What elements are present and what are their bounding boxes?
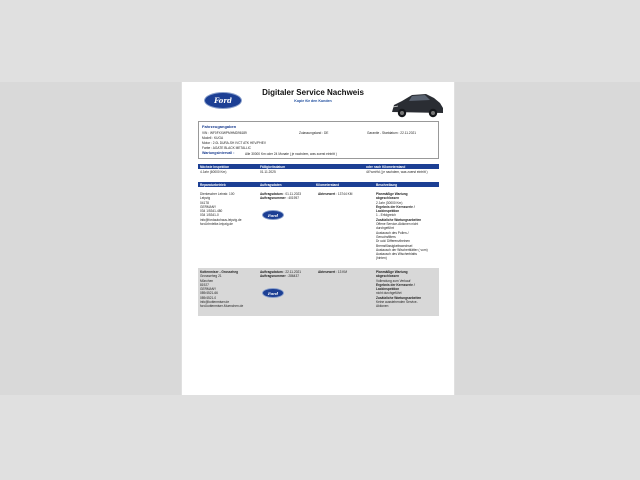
record-1-dealer-line: 034 1/5341-0 bbox=[200, 213, 219, 218]
document-subtitle: Kopie für den Kunden bbox=[294, 99, 332, 103]
interval-label: Wartungsintervall : bbox=[202, 151, 235, 155]
warranty-start: Garantie - Startdatum : 22.11.2021 bbox=[367, 131, 417, 135]
record-2-dealer-line: GERMANY bbox=[200, 287, 217, 292]
record-1-dealer-line: GERMANY bbox=[200, 204, 217, 209]
record-2-mileage: Abtesewert : 13 KM bbox=[318, 270, 348, 274]
record-2-order-date-label: Auftragsdatum bbox=[260, 270, 283, 274]
description-line: Austausch des Wischerblatts bbox=[376, 252, 417, 257]
description-line: (hinten) bbox=[376, 256, 387, 261]
record-1-order-no-label: Auftragsnummer bbox=[260, 196, 286, 201]
record-2-dealer-line: ford.kottenmiser-Muenchen.de bbox=[200, 304, 244, 309]
model: Modell : KUGA bbox=[202, 136, 224, 140]
description-line: Austausch der Wischerblätter ( vorn) bbox=[376, 247, 428, 252]
next-inspection-value-3: 44"wmHd ( je nachdem, was zuerst eintritt ) bbox=[366, 170, 428, 174]
description-line: 2 Jahr (30000 Km) bbox=[376, 200, 403, 205]
record-2-order-date: 22.11.2021 bbox=[285, 270, 302, 274]
description-line: Keine ausstehenden Service- bbox=[376, 300, 418, 305]
record-1-dealer-line: Dierkescher Leinstr. 100 bbox=[200, 192, 235, 196]
record-2-order-no-label: Auftragsnummer bbox=[260, 274, 286, 279]
description-line: abgeschlossen bbox=[376, 274, 400, 279]
description-line: Planmäßige Wartung bbox=[376, 270, 408, 274]
record-1-dealer-line: 04178 bbox=[200, 200, 209, 205]
brand-logo-text: Ford bbox=[214, 96, 232, 105]
next-inspection-header bbox=[198, 164, 439, 169]
next-inspection-col-2: Fälligkeitsdatum bbox=[260, 164, 286, 169]
th-order: Auftragsdaten bbox=[260, 182, 282, 187]
description-line: Ergebnis der Kernsserie / bbox=[376, 282, 415, 287]
description-line: Lackinspektion bbox=[376, 287, 400, 292]
record-1-dealer-line: info@fordautohaus-leipzig.de bbox=[200, 217, 242, 222]
description-line: Bremsflüssigkeitswechsel bbox=[376, 243, 413, 248]
description-line: Zusätzliche Wartungsarbeiten bbox=[376, 295, 422, 300]
color: Farbe : AGATE BLACK METALLIC bbox=[202, 146, 251, 150]
record-2-order: Auftragsdatum : 22.11.2021 Auftragsnummer : 286437 bbox=[260, 270, 302, 279]
record-2-dealer-line: München bbox=[200, 278, 214, 283]
description-line: Planmäßige Wartung bbox=[376, 192, 408, 196]
th-dealer: Reparaturbetrieb bbox=[200, 182, 226, 187]
description-line: abgeschlossen bbox=[376, 196, 400, 201]
ford-oval-icon bbox=[262, 288, 284, 298]
record-2-mileage-label: Abtesewert bbox=[318, 270, 336, 274]
interval-text: Alle 30000 Km oder 24 Monate ( je nachdem, was zuerst eintritt ) bbox=[245, 151, 337, 156]
next-inspection-value-1: 4 Jahr (60000 Km) bbox=[200, 170, 227, 174]
description-line: nicht durchgeführt bbox=[376, 291, 402, 296]
car-image bbox=[388, 90, 446, 120]
description-line: durchgeführt bbox=[376, 226, 394, 231]
motor: Motor : 2.0L DURA-SH IVCT ATK HEV/PHEV bbox=[202, 141, 267, 145]
description-line: Lackinspektion bbox=[376, 209, 400, 214]
document-page bbox=[182, 82, 454, 395]
vehicle-header: Fahrzeugangaben bbox=[202, 124, 237, 129]
record-2-dealer-line: 089/4521-0 bbox=[200, 295, 217, 300]
ford-oval-icon bbox=[204, 92, 242, 109]
record-2-mileage-value: 13 KM bbox=[337, 270, 348, 274]
record-1-dealer-line: Leipzig bbox=[200, 196, 211, 201]
record-2-description bbox=[376, 270, 421, 309]
description-line: Austausch des Pollen-/ bbox=[376, 230, 409, 235]
record-1-description bbox=[376, 192, 428, 261]
vehicle-info-box bbox=[198, 121, 439, 159]
record-1-order-date: 01.11.2023 bbox=[285, 192, 302, 196]
record-1-mileage: Abtesewert : 13744 KM bbox=[318, 192, 353, 196]
vin: VIN : WF0FXXWPMHMD96189 bbox=[202, 131, 247, 135]
description-line: Offene Service-Aktionen nicht bbox=[376, 222, 419, 227]
record-1-order: Auftragsdatum : 01.11.2023 Auftragsnummer : 401957 bbox=[260, 192, 302, 201]
description-line: Aktionen bbox=[376, 304, 389, 309]
next-inspection-col-1: Nächste Inspektion bbox=[200, 164, 230, 169]
record-2-order-no: 286437 bbox=[288, 274, 299, 279]
record-2-dealer-name: Kottenmiser - Grosseheg bbox=[200, 270, 239, 274]
record-1-dealer-line: ford-bhnlelke-leipzig.de bbox=[200, 222, 233, 227]
record-2-dealer bbox=[200, 270, 243, 309]
description-line: Vollendung zum Verkauf bbox=[376, 278, 411, 283]
record-2-dealer-line: 81927 bbox=[200, 282, 209, 287]
next-inspection-col-3: oder nach Kilometerstand bbox=[366, 164, 406, 169]
th-mileage: Kilometerstand bbox=[316, 182, 340, 187]
description-line: Geruchsfilters bbox=[376, 234, 396, 239]
description-line: Ergebnis der Kernsserie / bbox=[376, 204, 415, 209]
record-2-dealer-line: Grossseheg 21 bbox=[200, 274, 222, 279]
record-1-mileage-label: Abtesewert bbox=[318, 192, 336, 196]
document-title: Digitaler Service Nachweis bbox=[262, 88, 364, 97]
record-1-dealer bbox=[200, 192, 242, 226]
record-1-mileage-value: 13744 KM bbox=[337, 192, 353, 196]
record-1-order-no: 401957 bbox=[288, 196, 299, 201]
registration-country: Zulassungsland : DE bbox=[299, 131, 329, 135]
record-2-logo-text: Ford bbox=[267, 290, 279, 296]
record-1-dealer-line: 034 1/5341-480 bbox=[200, 209, 223, 214]
ford-oval-icon bbox=[262, 210, 284, 220]
left-gutter bbox=[0, 82, 181, 395]
th-description: Beschreibung bbox=[376, 182, 398, 187]
record-1-logo-text: Ford bbox=[267, 212, 279, 218]
description-line: 1 - Erfolgreich bbox=[376, 213, 396, 218]
records-table-header bbox=[198, 182, 439, 187]
record-2-dealer-line: 089/4521-66 bbox=[200, 291, 218, 296]
right-gutter bbox=[455, 82, 640, 395]
record-2-dealer-line: info@kottenmiser.de bbox=[200, 300, 230, 305]
description-line: Dr uck/ Differenziheinen bbox=[376, 239, 410, 244]
next-inspection-value-2: 01.11.2025 bbox=[260, 170, 276, 174]
record-1-order-date-label: Auftragsdatum bbox=[260, 192, 283, 196]
description-line: Zusätzliche Wartungsarbeiten bbox=[376, 217, 422, 222]
